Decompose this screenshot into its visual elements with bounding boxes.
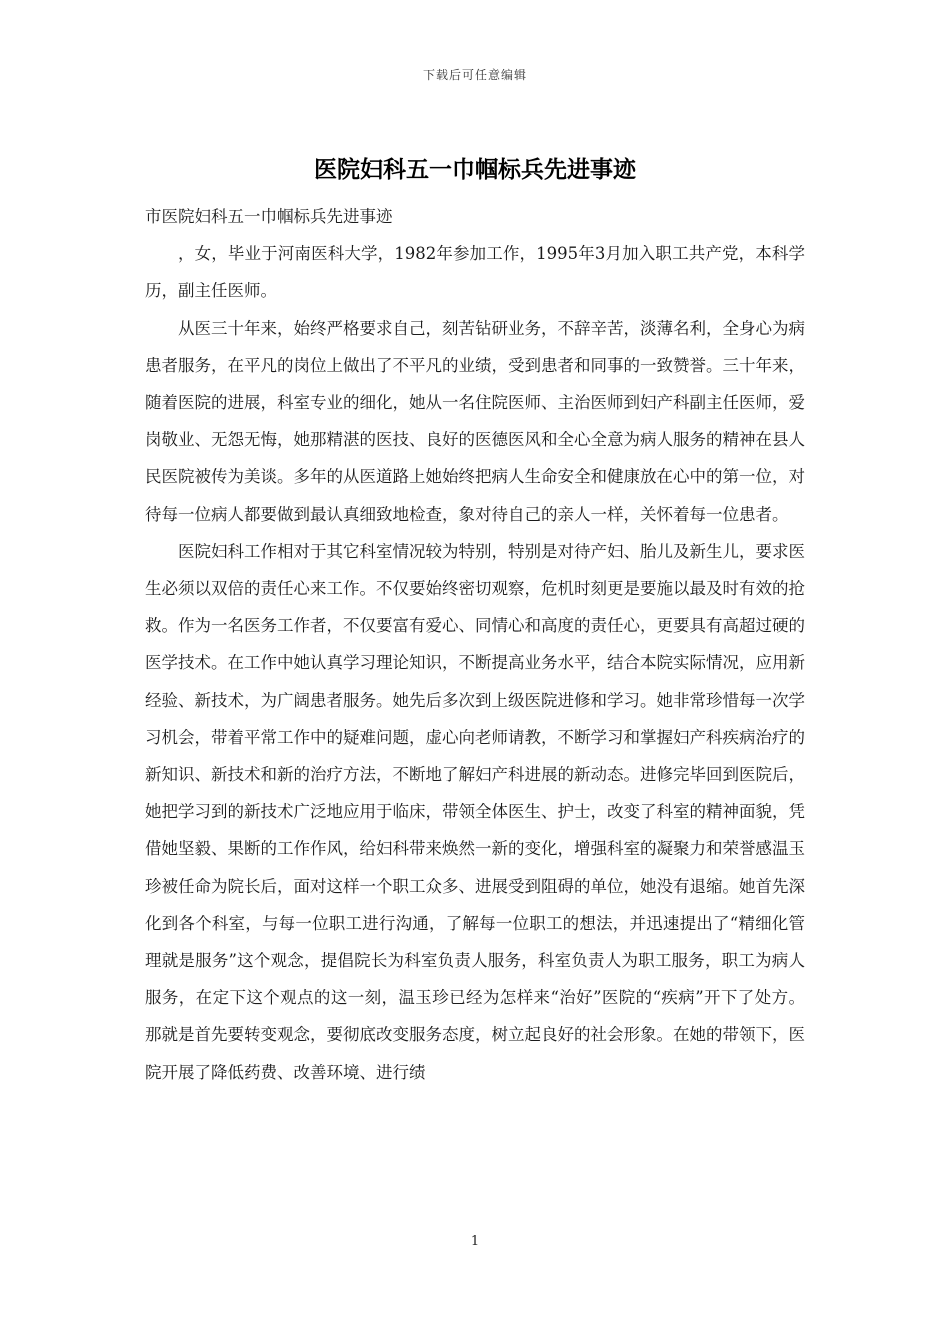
paragraph-1: ，女，毕业于河南医科大学，1982年参加工作，1995年3月加入职工共产党，本科学历，副主任医师。	[145, 244, 805, 301]
page-number: 1	[470, 1234, 480, 1249]
document-subtitle: 市医院妇科五一巾帼标兵先进事迹	[145, 207, 393, 226]
page-header-note: 下载后可任意编辑	[422, 68, 527, 82]
document-body	[145, 198, 805, 1091]
paragraph-3: 医院妇科工作相对于其它科室情况较为特别，特别是对待产妇、胎儿及新生儿，要求医生必须以双倍的责任心来工作。不仅要始终密切观察，危机时刻更是要施以最及时有效的抢救。作为一名医务工作者，不仅要富有爱心、同情心和高度的责任心，更要具有高超过硬的医学技术。在工作中她认真学习理论知识，不断提高业务水平，结合本院实际情况，应用新经验、新技术，为广阔患者服务。她先后多次到上级医院进修和学习。她非常珍惜每一次学习机会，带着平常工作中的疑难问题，虚心向老师请教，不断学习和掌握妇产科疾病治疗的新知识、新技术和新的治疗方法，不断地了解妇产科进展的新动态。进修完毕回到医院后，她把学习到的新技术广泛地应用于临床，带领全体医生、护士，改变了科室的精神面貌，凭借她坚毅、果断的工作作风，给妇科带来焕然一新的变化，增强科室的凝聚力和荣誉感温玉珍被任命为院长后，面对这样一个职工众多、进展受到阻碍的单位，她没有退缩。她首先深化到各个科室，与每一位职工进行沟通，了解每一位职工的想法，并迅速提出了“精细化管理就是服务”这个观念，提倡院长为科室负责人服务，科室负责人为职工服务，职工为病人服务，在定下这个观点的这一刻，温玉珍已经为怎样来“治好”医院的“疾病”开下了处方。那就是首先要转变观念，要彻底改变服务态度，树立起良好的社会形象。在她的带领下，医院开展了降低药费、改善环境、进行绩	[145, 541, 805, 1082]
paragraph-2: 从医三十年来，始终严格要求自己，刻苦钻研业务，不辞辛苦，淡薄名利，全身心为病患者服务，在平凡的岗位上做出了不平凡的业绩，受到患者和同事的一致赞誉。三十年来，随着医院的进展，科室专业的细化，她从一名住院医师、主治医师到妇产科副主任医师，爱岗敬业、无怨无悔，她那精湛的医技、良好的医德医风和全心全意为病人服务的精神在县人民医院被传为美谈。多年的从医道路上她始终把病人生命安全和健康放在心中的第一位，对待每一位病人都要做到最认真细致地检查，象对待自己的亲人一样，关怀着每一位患者。	[145, 318, 805, 524]
document-title: 医院妇科五一巾帼标兵先进事迹	[314, 156, 636, 183]
